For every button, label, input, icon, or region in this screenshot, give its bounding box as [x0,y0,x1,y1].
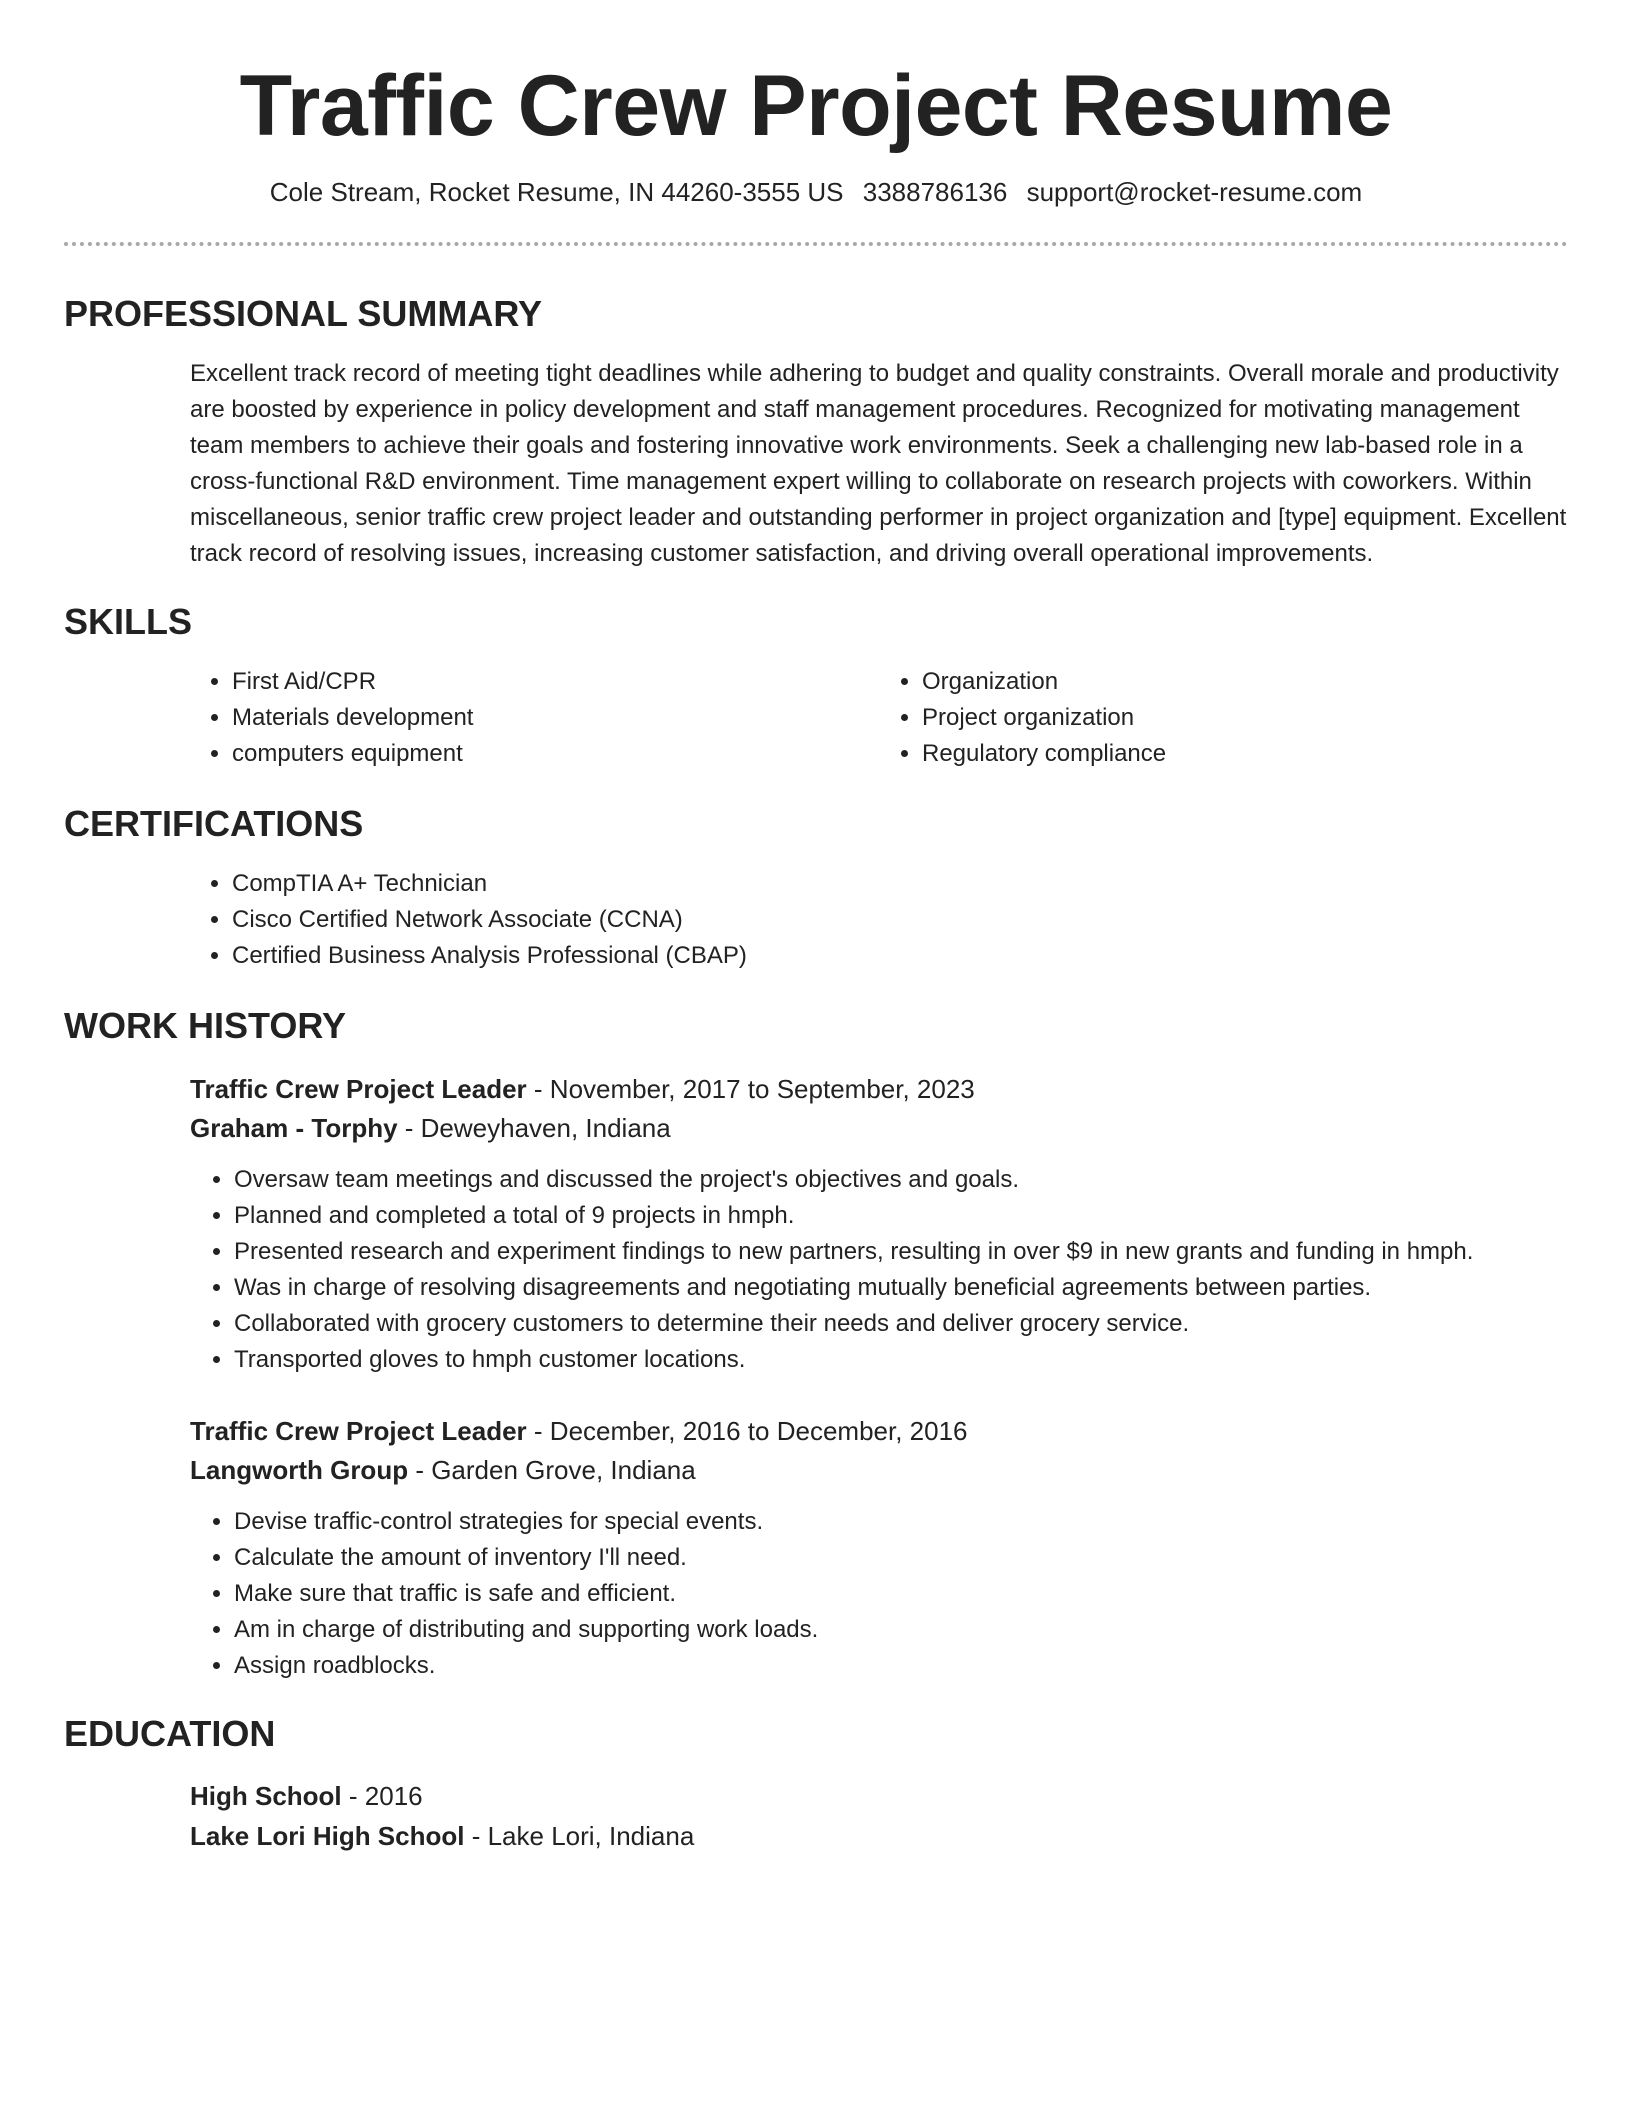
certifications-list [188,866,1568,974]
job-entry [190,1070,1568,1378]
job-company: Graham - Torphy [190,1113,398,1143]
list-item: • Collaborated with grocery customers to determine their needs and deliver grocery service. [234,1306,1568,1342]
list-item: • Was in charge of resolving disagreements and negotiating mutually beneficial agreements between parties. [234,1270,1568,1306]
list-item: • CompTIA A+ Technician [232,866,1568,902]
list-item: • Am in charge of distributing and supporting work loads. [234,1612,1568,1648]
job-title: Traffic Crew Project Leader [190,1074,527,1104]
list-item: • Regulatory compliance [922,736,1568,772]
list-item: • Materials development [232,700,878,736]
list-item: • Presented research and experiment findings to new partners, resulting in over $9 in new grants and funding in hmph. [234,1234,1568,1270]
certifications-section [64,802,1568,974]
list-item: • Assign roadblocks. [234,1648,1568,1684]
summary-section [64,292,1568,572]
resume-page [64,0,1568,1856]
contact-email: support@rocket-resume.com [1026,177,1363,207]
education-year: - 2016 [341,1781,423,1811]
contact-phone: 3388786136 [862,177,1008,207]
list-item: • Devise traffic-control strategies for special events. [234,1504,1568,1540]
list-item: • Certified Business Analysis Professional (CBAP) [232,938,1568,974]
list-item: • Project organization [922,700,1568,736]
skills-heading: SKILLS [64,601,193,642]
certifications-body [188,866,1568,974]
list-item: • Oversaw team meetings and discussed the project's objectives and goals. [234,1162,1568,1198]
education-body [190,1776,1568,1856]
list-item: • computers equipment [232,736,878,772]
list-item: • Cisco Certified Network Associate (CCNA) [232,902,1568,938]
education-heading: EDUCATION [64,1713,276,1754]
job-bullets [190,1504,1568,1684]
summary-heading: PROFESSIONAL SUMMARY [64,293,543,334]
education-school: Lake Lori High School [190,1821,465,1851]
education-location: - Lake Lori, Indiana [464,1821,695,1851]
skills-list-right [878,664,1568,772]
education-school-line [190,1816,1568,1856]
header-divider [64,242,1568,246]
list-item: • First Aid/CPR [232,664,878,700]
job-location: - Garden Grove, Indiana [408,1455,696,1485]
contact-line [64,174,1568,210]
work-history-body [190,1070,1568,1684]
education-section [64,1712,1568,1856]
summary-body [190,356,1568,572]
skills-section [64,600,1568,772]
list-item: • Make sure that traffic is safe and efficient. [234,1576,1568,1612]
work-history-heading: WORK HISTORY [64,1005,347,1046]
job-location: - Deweyhaven, Indiana [397,1113,671,1143]
education-degree: High School [190,1781,342,1811]
education-degree-line [190,1776,1568,1816]
job-entry [190,1412,1568,1684]
summary-text: Excellent track record of meeting tight deadlines while adhering to budget and quality constraints. Overall morale and productivity are boosted by experience in policy development and staff management procedures. Recognized for motivating management team members to achieve their goals and fostering innovative work environments. Seek a challenging new lab-based role in a cross-functional R&D environment. Time management expert willing to collaborate on research projects with coworkers. Within miscellaneous, senior traffic crew project leader and outstanding performer in project organization and [type] equipment. Excellent track record of resolving issues, increasing customer satisfaction, and driving overall operational improvements. [190,360,1567,567]
list-item: • Planned and completed a total of 9 projects in hmph. [234,1198,1568,1234]
contact-address: Cole Stream, Rocket Resume, IN 44260-3555 US [269,177,844,207]
job-dates: - December, 2016 to December, 2016 [526,1416,968,1446]
job-company-line [190,1451,1568,1490]
list-item: • Transported gloves to hmph customer locations. [234,1342,1568,1378]
list-item: • Calculate the amount of inventory I'll need. [234,1540,1568,1576]
job-title: Traffic Crew Project Leader [190,1416,527,1446]
job-company-line [190,1109,1568,1148]
work-history-section [64,1004,1568,1684]
job-company: Langworth Group [190,1455,409,1485]
job-dates: - November, 2017 to September, 2023 [526,1074,975,1104]
skills-grid [188,664,1568,772]
skills-list-left [188,664,878,772]
resume-title: Traffic Crew Project Resume [239,58,1393,154]
job-title-line [190,1070,1568,1109]
certifications-heading: CERTIFICATIONS [64,803,364,844]
list-item: • Organization [922,664,1568,700]
job-title-line [190,1412,1568,1451]
job-bullets [190,1162,1568,1378]
